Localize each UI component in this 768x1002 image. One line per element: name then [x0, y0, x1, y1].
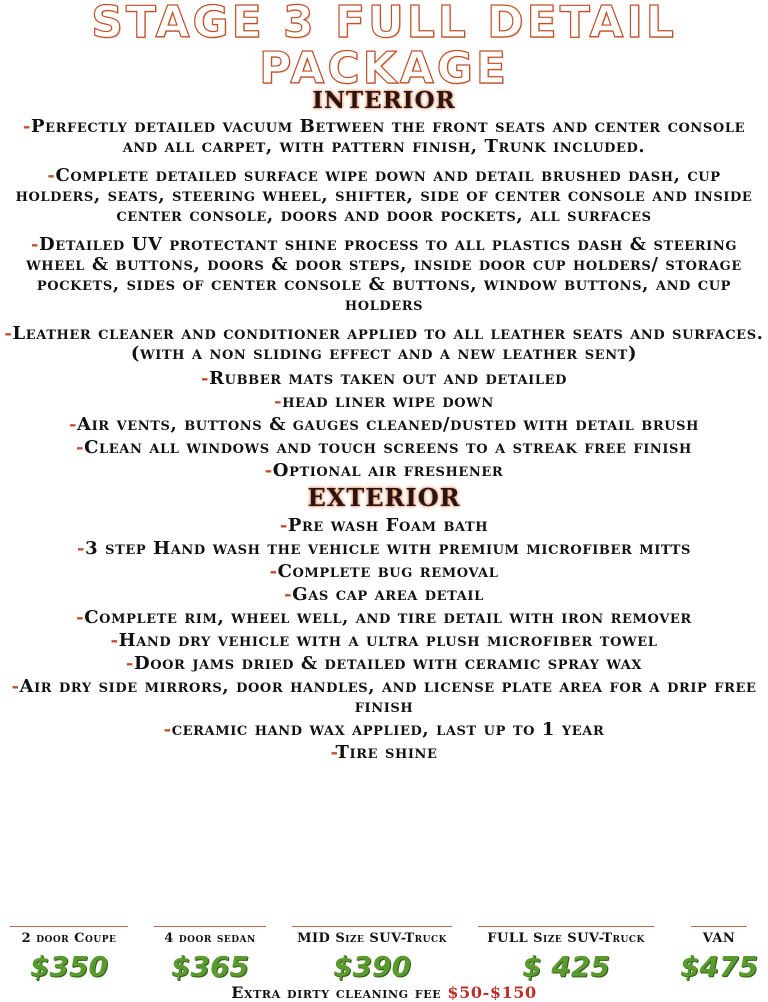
- price-label: VAN: [702, 931, 736, 946]
- list-item: -ceramic hand wax applied, last up to 1 year: [163, 719, 605, 740]
- price-label: FULL Size SUV-Truck: [487, 931, 645, 946]
- list-item: -Complete rim, wheel well, and tire detail with iron remover: [76, 607, 692, 628]
- price-full-suv: [478, 926, 654, 987]
- list-item: -Pre wash Foam bath: [279, 515, 489, 536]
- price-mid-suv: [292, 926, 452, 987]
- exterior-list: [0, 516, 768, 763]
- divider: [10, 926, 128, 927]
- title-line-1: STAGE 3 FULL DETAIL: [91, 0, 677, 48]
- list-item: -head liner wipe down: [274, 391, 494, 412]
- list-item: -Rubber mats taken out and detailed: [201, 368, 567, 389]
- interior-heading: INTERIOR: [312, 87, 456, 114]
- divider: [292, 926, 452, 927]
- price-coupe: [10, 926, 128, 987]
- price-amount: $475: [680, 950, 758, 983]
- exterior-heading: EXTERIOR: [307, 483, 461, 512]
- divider: [691, 926, 747, 927]
- price-amount: $390: [333, 950, 411, 983]
- extra-fee-amount: $50-$150: [447, 983, 537, 1002]
- list-item: -Air vents, buttons & gauges cleaned/dusted with detail brush: [68, 414, 700, 435]
- list-item: -Door jams dried & detailed with ceramic spray wax: [125, 653, 643, 674]
- list-item: -Hand dry vehicle with a ultra plush microfiber towel: [110, 630, 658, 651]
- divider: [154, 926, 266, 927]
- pricing-table: [10, 926, 758, 987]
- price-label: 2 door Coupe: [21, 931, 117, 946]
- price-sedan: [154, 926, 266, 987]
- extra-fee-label: Extra dirty cleaning fee: [231, 983, 442, 1002]
- price-label: 4 door sedan: [164, 931, 256, 946]
- price-label: MID Size SUV-Truck: [297, 931, 447, 946]
- list-item: -Tire shine: [330, 742, 438, 763]
- list-item: -Leather cleaner and conditioner applied to all leather seats and surfaces.(with a non sliding effect and a new leather sent): [4, 323, 764, 364]
- price-amount: $ 425: [522, 950, 610, 983]
- interior-list: [0, 117, 768, 481]
- list-item: -Complete bug removal: [269, 561, 499, 582]
- list-item: -Perfectly detailed vacuum Between the front seats and center console and all carpet, with pattern finish, Trunk included.: [22, 116, 746, 157]
- list-item: -Detailed UV protectant shine process to all plastics dash & steering wheel & buttons, doors & door steps, inside door cup holders/ storage pockets, sides of center console & buttons, window buttons, and cup holders: [26, 234, 742, 315]
- list-item: -Complete detailed surface wipe down and detail brushed dash, cup holders, seats, steering wheel, shifter, side of center console and inside center console, doors and door pockets, all surfaces: [15, 165, 753, 226]
- page-title: [0, 0, 768, 92]
- price-amount: $350: [30, 950, 108, 983]
- list-item: -Air dry side mirrors, door handles, and license plate area for a drip free finish: [11, 676, 757, 717]
- list-item: -3 step Hand wash the vehicle with premium microfiber mitts: [77, 538, 691, 559]
- list-item: -Clean all windows and touch screens to a streak free finish: [76, 437, 692, 458]
- price-van: [680, 926, 758, 987]
- price-amount: $365: [171, 950, 249, 983]
- divider: [478, 926, 654, 927]
- title-line-2: PACKAGE: [259, 43, 509, 94]
- extra-fee-note: [0, 984, 768, 1002]
- list-item: -Optional air freshener: [264, 460, 504, 481]
- list-item: -Gas cap area detail: [284, 584, 484, 605]
